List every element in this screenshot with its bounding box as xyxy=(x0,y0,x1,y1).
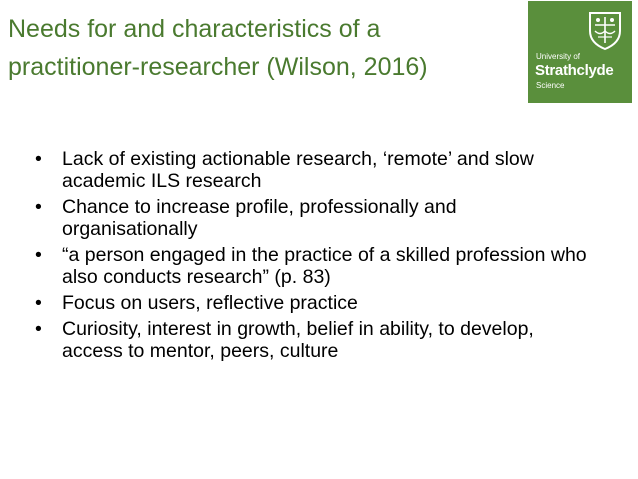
bullet-list xyxy=(32,148,592,366)
logo-strathclyde: Strathclyde xyxy=(535,62,614,79)
logo-science: Science xyxy=(536,81,565,90)
university-logo xyxy=(528,1,632,103)
bullet-text: Focus on users, reflective practice xyxy=(62,292,358,314)
bullet-item xyxy=(32,292,592,314)
bullet-icon: • xyxy=(35,196,42,218)
bullet-icon: • xyxy=(35,318,42,340)
bullet-icon: • xyxy=(35,292,42,314)
bullet-icon: • xyxy=(35,244,42,266)
crest-icon xyxy=(586,9,624,51)
logo-university-of: University of xyxy=(536,52,581,61)
slide-title: Needs for and characteristics of a practitioner-researcher (Wilson, 2016) xyxy=(8,15,428,81)
bullet-text: Chance to increase profile, professionally and organisationally xyxy=(62,196,457,240)
bullet-text: “a person engaged in the practice of a skilled profession who also conducts research” (p. 83) xyxy=(62,244,587,288)
bullet-item xyxy=(32,318,592,362)
bullet-item xyxy=(32,148,592,192)
bullet-item xyxy=(32,196,592,240)
bullet-item xyxy=(32,244,592,288)
bullet-text: Curiosity, interest in growth, belief in ability, to develop, access to mentor, peers, culture xyxy=(62,318,534,362)
bullet-icon: • xyxy=(35,148,42,170)
bullet-text: Lack of existing actionable research, ‘remote’ and slow academic ILS research xyxy=(62,148,534,192)
